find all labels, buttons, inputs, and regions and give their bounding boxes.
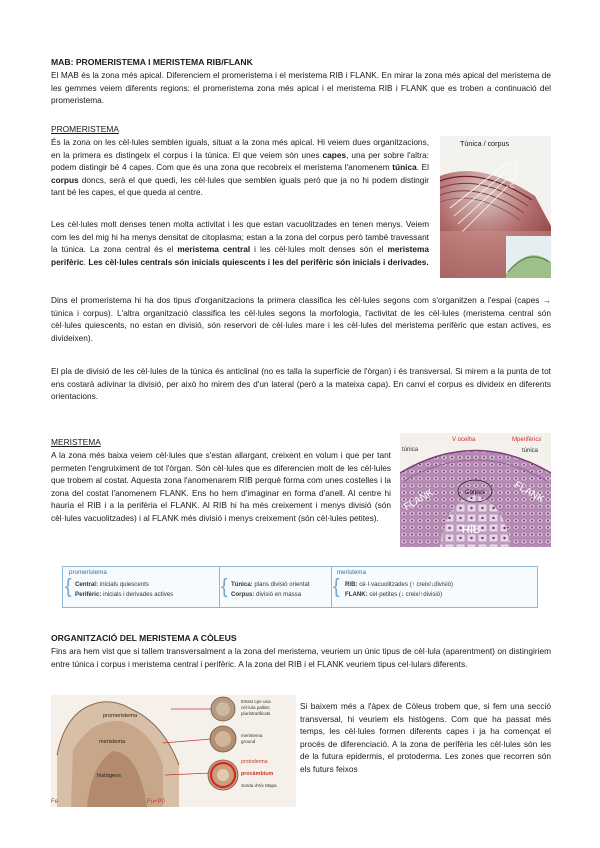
fig-fe-label: Fe <box>51 799 59 805</box>
summary-promeristema-title: promeristema <box>69 569 107 576</box>
tunica-label-right: túnica <box>522 448 539 454</box>
brace-icon: { <box>65 576 72 598</box>
page-title: MAB: PROMERISTEMA I MERISTEMA RIB/FLANK <box>51 57 253 67</box>
promeristema-heading: PROMERISTEMA <box>51 124 119 134</box>
intro-paragraph: El MAB és la zona més apical. Diferenciem el promeristema i el meristema RIB i FLANK. En mirar la zona més apical del meristema de les gemmes veiem diferents regions: el promeristema zona més apical i el meristema RIB i FLANK que es troben a continuació del promeristema. <box>51 70 551 106</box>
fig-protoderma-label: protoderma <box>241 759 268 765</box>
fig-right-label-5: ground <box>241 739 256 744</box>
summary-divider-1 <box>219 567 220 607</box>
coleus-figure <box>51 695 296 807</box>
fig-right-label-1: Estrat cpe una <box>241 699 271 704</box>
coleus-heading: ORGANITZACIÓ DEL MERISTEMA A CÒLEUS <box>51 633 237 643</box>
coleus-paragraph-1: Fins ara hem vist que si tallem transversalment a la zona del meristema, veuriem un únic tipus de cèl·lula (aparentment) on distingiriem entre túnica i corpus i meristema central i perifèric. A la zona del RIB i el FLANK veuriem tipus cel·lulars diferents. <box>51 646 551 669</box>
summary-central: Central: inicials quiescents <box>75 581 149 588</box>
meristema-heading: MERISTEMA <box>51 437 101 447</box>
layer-label-l2: L2 <box>510 168 517 174</box>
brace-icon: { <box>221 576 228 598</box>
fig-right-label-4: meristema <box>241 733 263 738</box>
fig-histogens-label: histògens <box>97 773 121 779</box>
rib-label: RIB <box>462 524 481 536</box>
corpus-label: Corpus <box>465 489 485 496</box>
summary-meristema-title: meristema <box>337 569 366 576</box>
fig-procambium-label: procàmbium <box>241 771 274 777</box>
summary-strip <box>62 566 538 608</box>
fig-meristema-label: meristema <box>99 739 126 745</box>
flank-right-label: FLANK <box>512 479 546 506</box>
rib-flank-figure <box>400 433 551 547</box>
summary-corpus: Corpus: divisió en massa <box>231 591 302 598</box>
layer-label-l3: L3 <box>510 176 517 182</box>
tunica-corpus-figure <box>440 136 551 278</box>
tunica-label-left: túnica <box>402 447 419 453</box>
summary-rib: RIB: cè·l·vacuolitzades (↑ creix/↓divisió) <box>345 581 454 588</box>
promeristema-paragraph-3: Dins el promeristema hi ha dos tipus d'organitzacions la primera classifica les cèl·lules segons com s'organitzen a l'espai (capes → túnica i corpus). L'altra organització classifica les cèl·lules segons la morfologia, l'activitat de les cèl·lules (meristema central són cèl·lules quiescents, no estan en divisió, són reservori de cèl·lules mare i les cèl·lules del meristema perifèric que estan actives, es divideixen). <box>51 295 551 343</box>
coleus-paragraph-2: Si baixem més a l'àpex de Còleus trobem que, si fem una secció transversal, hi veuriem els histògens. Com que ha passat més temps, les cèl·lules formen diferents capes i ja ha començat el procés de diferenciació. A la zona de perifèria les cèl·lules són les de la futura epidermis, el protoderma. Les zones que recorren són els futurs feixos <box>300 701 551 774</box>
summary-periferic: Perifèric: inicials i derivades actives <box>75 591 174 598</box>
summary-flank: FLANK: cèl·petites (↓ creix/↑divisió) <box>345 591 443 598</box>
flank-left-label: FLANK <box>402 487 436 514</box>
fig-pf-label: Fu+P0 <box>147 799 165 805</box>
fig-promeristema-label: promeristema <box>103 713 138 719</box>
promeristema-paragraph-2: Les cèl·lules molt denses tenen molta activitat i les que estan vacuolitzades en tenen menys. Veiem com les del mig hi ha menys densitat de citoplasma; estan a la zona del corpus però també travessant la túnica. La zona central és el meristema central i les cèl·lules molt denses són el meristema perifèric. Les cèl·lules centrals són inicials quiescents i les del perifèric són inicials i derivades. <box>51 219 429 267</box>
brace-icon: { <box>333 576 340 598</box>
summary-divider-2 <box>331 567 332 607</box>
meristema-paragraph: A la zona més baixa veiem cèl·lules que s'estan allargant, creixent en volum i que per tant permeten l'engruiximent de tot l'òrgan. Són cèl·lules que es diferencien molt de les cèl·lules que trobem al costat. Aquesta zona l'anomenarem RIB perquè forma com unes costelles i la zona del costat l'anomenem FLANK. Ens ho hem d'imaginar en forma d'anell. Al centre hi hauria el RIB i a la perifèria el FLANK. Al RIB hi ha més creixement i menys divisió (són cèl·lules vacuolitzades) i al FLANK més divisió i menys creixement (són cèl·lules petites). <box>51 450 391 523</box>
fig-right-label-6: Sorda d'eix Mapa <box>241 783 277 788</box>
summary-tunica: Túnica: plans divisió orientat <box>231 581 310 588</box>
layer-label-c: C <box>510 184 515 190</box>
m-label: Mperifèrics <box>512 437 542 443</box>
layer-label-l1: L1 <box>510 160 517 166</box>
promeristema-paragraph-1: És la zona on les cèl·lules semblen iguals, situat a la zona més apical. Hi veiem dues organitzacions, en la primera es distingeix el corpus i la túnica. El que veiem són unes capes, una per sobre l'altra: podem distingir bé 4 capes. Com que és una zona que recobreix el meristema l'anomenem túnica. El corpus doncs, serà el que quedi, les cèl·lules que semblen iguals però que ja no hi podem distingir tant bé les capes, el que queda al centre. <box>51 137 429 198</box>
promeristema-paragraph-4: El pla de divisió de les cèl·lules de la túnica és anticlinal (no es talla la superfície de l'òrgan) i és transversal. Si mirem a la punta de tot ens costarà adivinar la divisió, per això ho mirem des d'un lateral (però a la mateixa capa). En canvi el corpus es divideix en diferents orientacions. <box>51 366 551 402</box>
fig-right-label-2: cèl·lula palliss <box>241 705 270 710</box>
v-label: V ocelha <box>452 437 476 443</box>
tunica-corpus-title: Túnica / corpus <box>460 139 510 148</box>
fig-right-label-3: pluristratificats <box>241 711 271 716</box>
